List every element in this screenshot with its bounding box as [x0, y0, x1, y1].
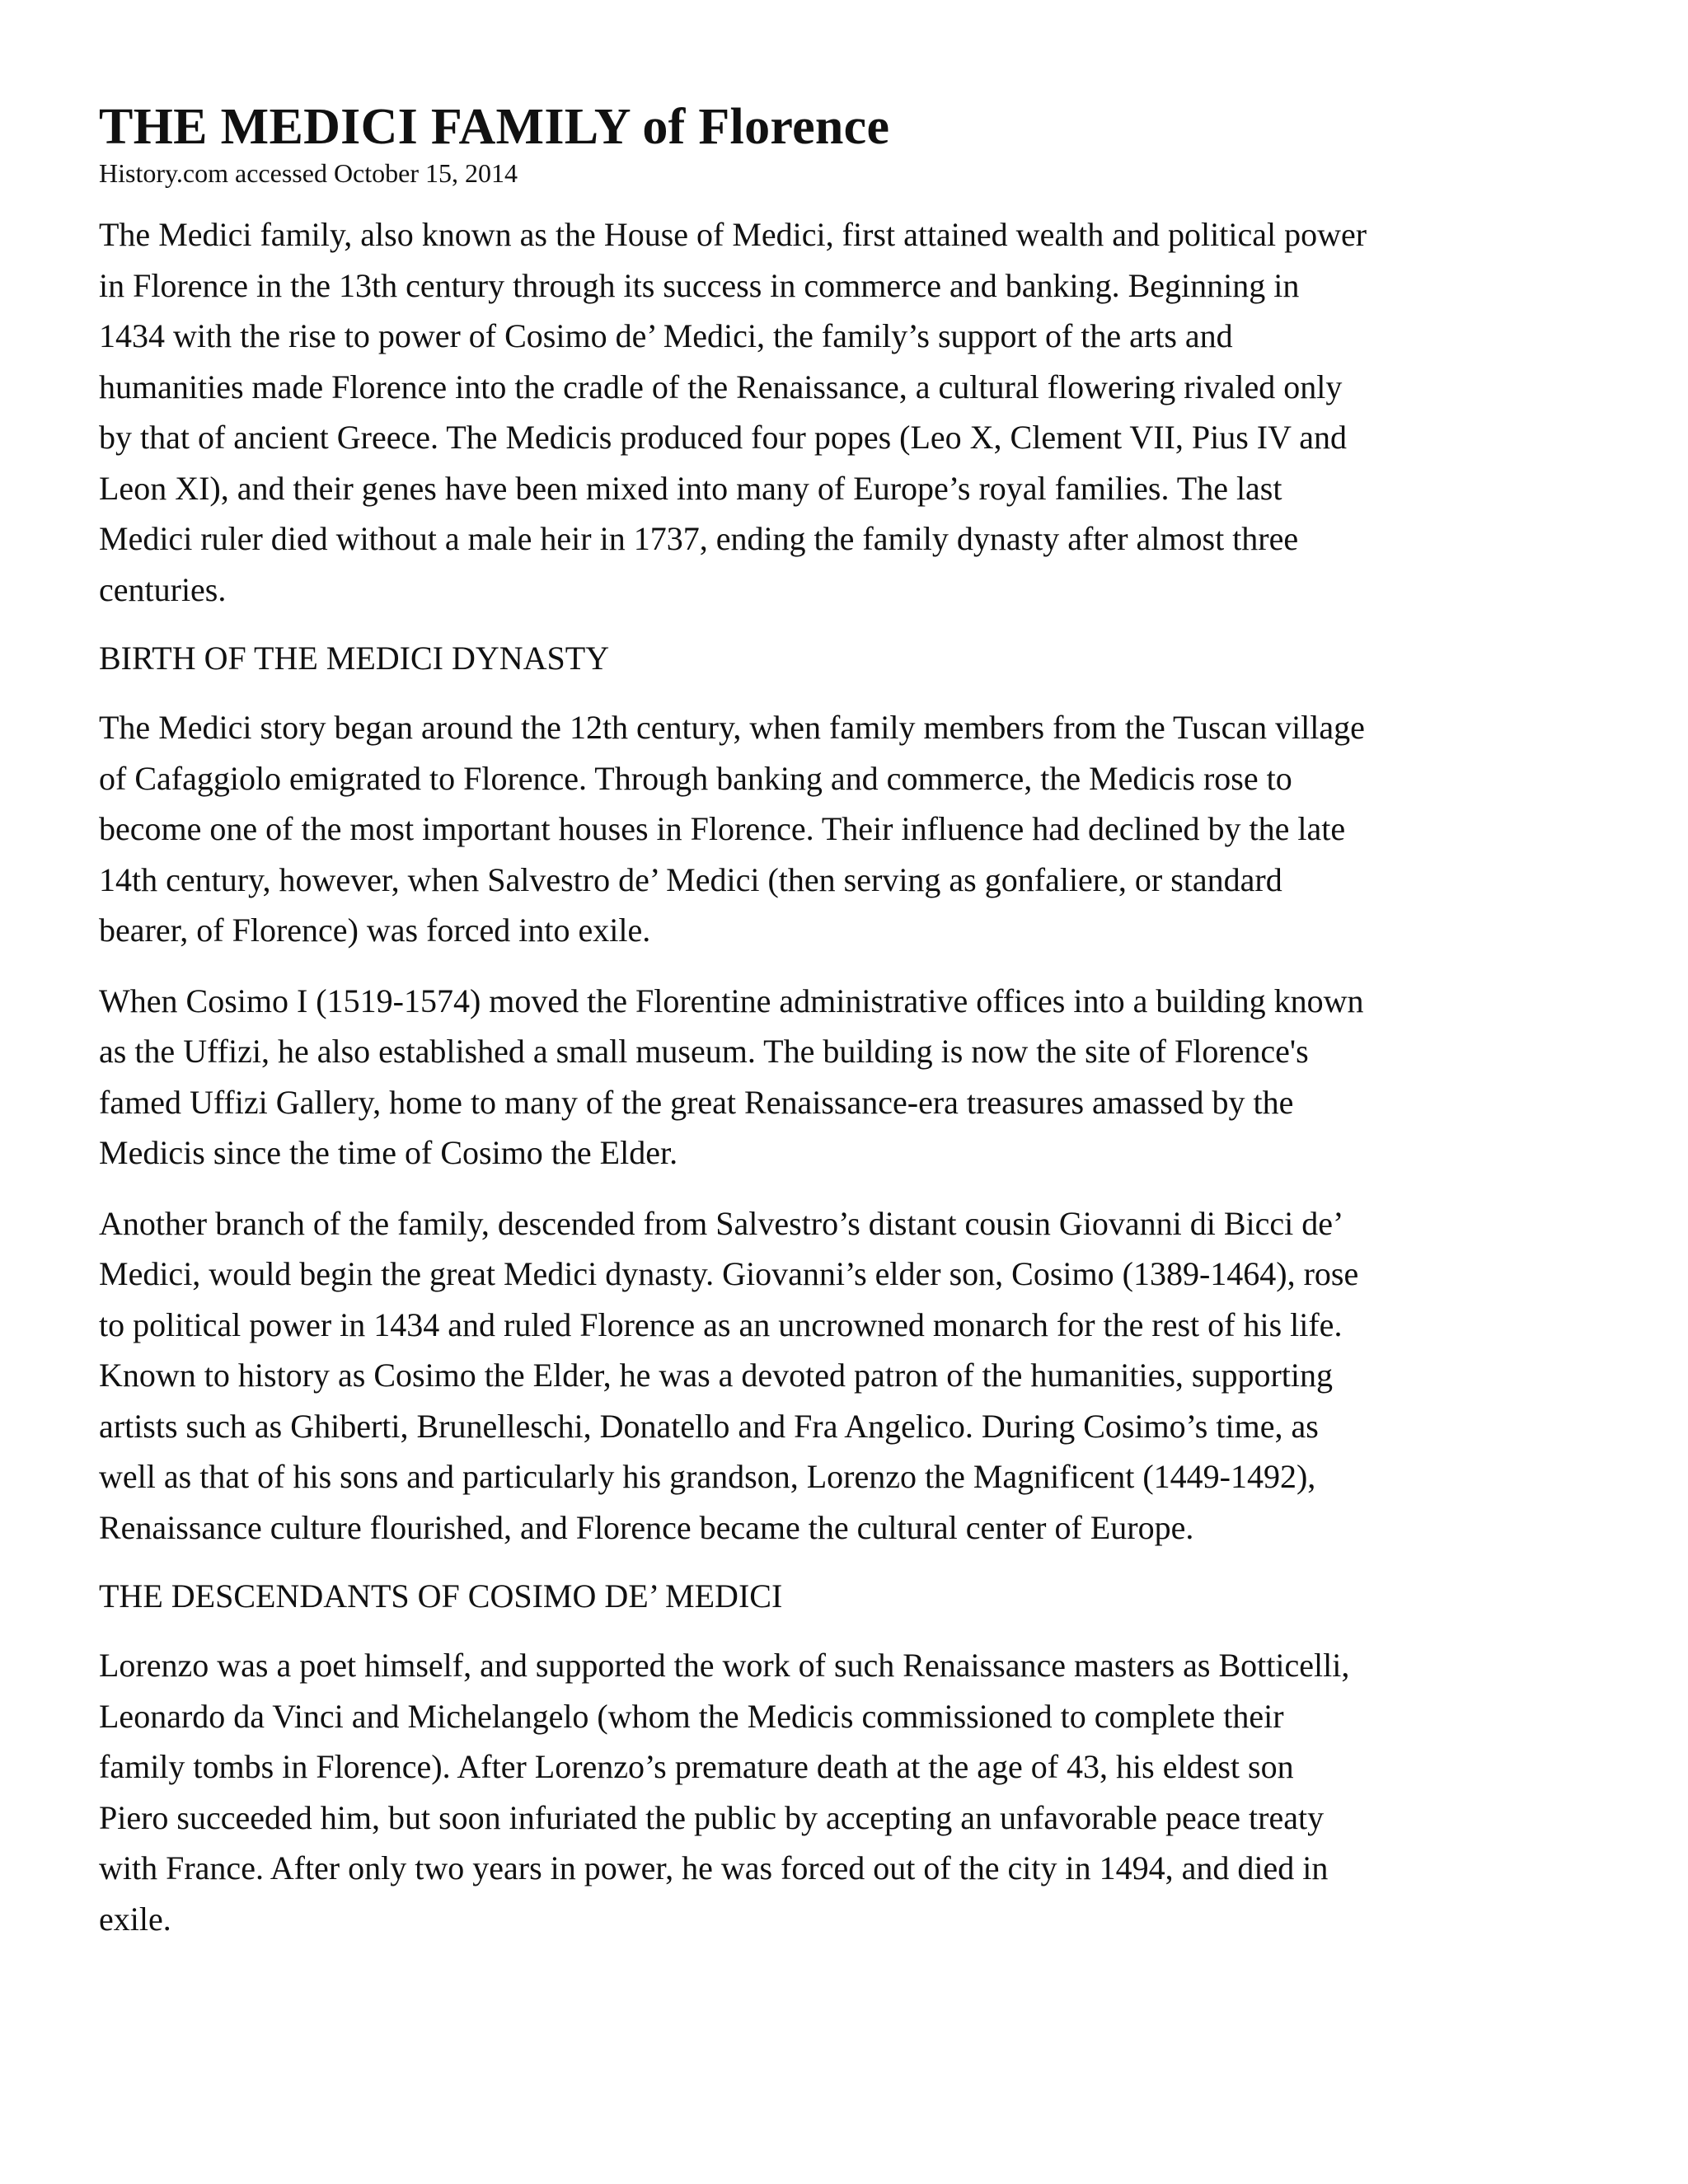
source-citation: History.com accessed October 15, 2014: [99, 158, 518, 188]
text-line: 14th century, however, when Salvestro de’ Medici (then serving as gonfaliere, or standard: [99, 860, 1282, 898]
text-line: centuries.: [99, 570, 227, 608]
text-line: Medici ruler died without a male heir in 1737, ending the family dynasty after almost three: [99, 520, 1299, 557]
text-line: When Cosimo I (1519-1574) moved the Florentine administrative offices into a building known: [99, 982, 1364, 1019]
text-line: exile.: [99, 1900, 171, 1938]
text-line: Medici, would begin the great Medici dynasty. Giovanni’s elder son, Cosimo (1389-1464), rose: [99, 1255, 1359, 1292]
text-line: Leon XI), and their genes have been mixed into many of Europe’s royal families. The last: [99, 469, 1282, 507]
paragraph-uffizi: [99, 976, 1591, 1179]
text-line: in Florence in the 13th century through its success in commerce and banking. Beginning in: [99, 266, 1300, 304]
text-line: Renaissance culture flourished, and Florence became the cultural center of Europe.: [99, 1508, 1194, 1546]
text-line: become one of the most important houses in Florence. Their influence had declined by the late: [99, 810, 1346, 847]
text-line: 1434 with the rise to power of Cosimo de’ Medici, the family’s support of the arts and: [99, 317, 1233, 354]
text-line: well as that of his sons and particularly his grandson, Lorenzo the Magnificent (1449-1492),: [99, 1458, 1316, 1495]
text-line: to political power in 1434 and ruled Florence as an uncrowned monarch for the rest of his life.: [99, 1305, 1343, 1343]
text-line: of Cafaggiolo emigrated to Florence. Through banking and commerce, the Medicis rose to: [99, 759, 1292, 797]
document-page: [99, 97, 1591, 1964]
text-line: bearer, of Florence) was forced into exile.: [99, 912, 651, 949]
paragraph-medici-story: [99, 702, 1591, 956]
text-line: Another branch of the family, descended from Salvestro’s distant cousin Giovanni di Bicci de’: [99, 1204, 1344, 1242]
paragraph-intro: [99, 209, 1591, 615]
paragraph-lorenzo: [99, 1640, 1591, 1944]
paragraph-another-branch: [99, 1198, 1591, 1554]
text-line: by that of ancient Greece. The Medicis produced four popes (Leo X, Clement VII, Pius IV and: [99, 419, 1348, 456]
text-line: Piero succeeded him, but soon infuriated the public by accepting an unfavorable peace treaty: [99, 1798, 1325, 1836]
heading-text: BIRTH OF THE MEDICI DYNASTY: [99, 640, 610, 677]
text-line: Lorenzo was a poet himself, and supported the work of such Renaissance masters as Botticelli,: [99, 1647, 1350, 1684]
page-title: THE MEDICI FAMILY of Florence: [99, 99, 890, 155]
section-heading-descendants: [99, 1572, 1591, 1620]
text-line: Leonardo da Vinci and Michelangelo (whom the Medicis commissioned to complete their: [99, 1697, 1284, 1735]
text-line: family tombs in Florence). After Lorenzo’s premature death at the age of 43, his eldest son: [99, 1748, 1294, 1785]
text-line: humanities made Florence into the cradle of the Renaissance, a cultural flowering rivaled only: [99, 368, 1343, 405]
text-line: with France. After only two years in power, he was forced out of the city in 1494, and died in: [99, 1849, 1329, 1886]
text-line: artists such as Ghiberti, Brunelleschi, Donatello and Fra Angelico. During Cosimo’s time, as: [99, 1407, 1319, 1445]
text-line: The Medici story began around the 12th century, when family members from the Tuscan village: [99, 709, 1365, 746]
text-line: Known to history as Cosimo the Elder, he was a devoted patron of the humanities, supporting: [99, 1357, 1334, 1394]
section-heading-birth: [99, 635, 1591, 682]
text-line: The Medici family, also known as the House of Medici, first attained wealth and political power: [99, 216, 1367, 253]
heading-text: THE DESCENDANTS OF COSIMO DE’ MEDICI: [99, 1577, 783, 1615]
text-line: famed Uffizi Gallery, home to many of the great Renaissance-era treasures amassed by the: [99, 1083, 1294, 1121]
text-line: Medicis since the time of Cosimo the Elder.: [99, 1134, 678, 1171]
text-line: as the Uffizi, he also established a small museum. The building is now the site of Florence's: [99, 1033, 1309, 1070]
